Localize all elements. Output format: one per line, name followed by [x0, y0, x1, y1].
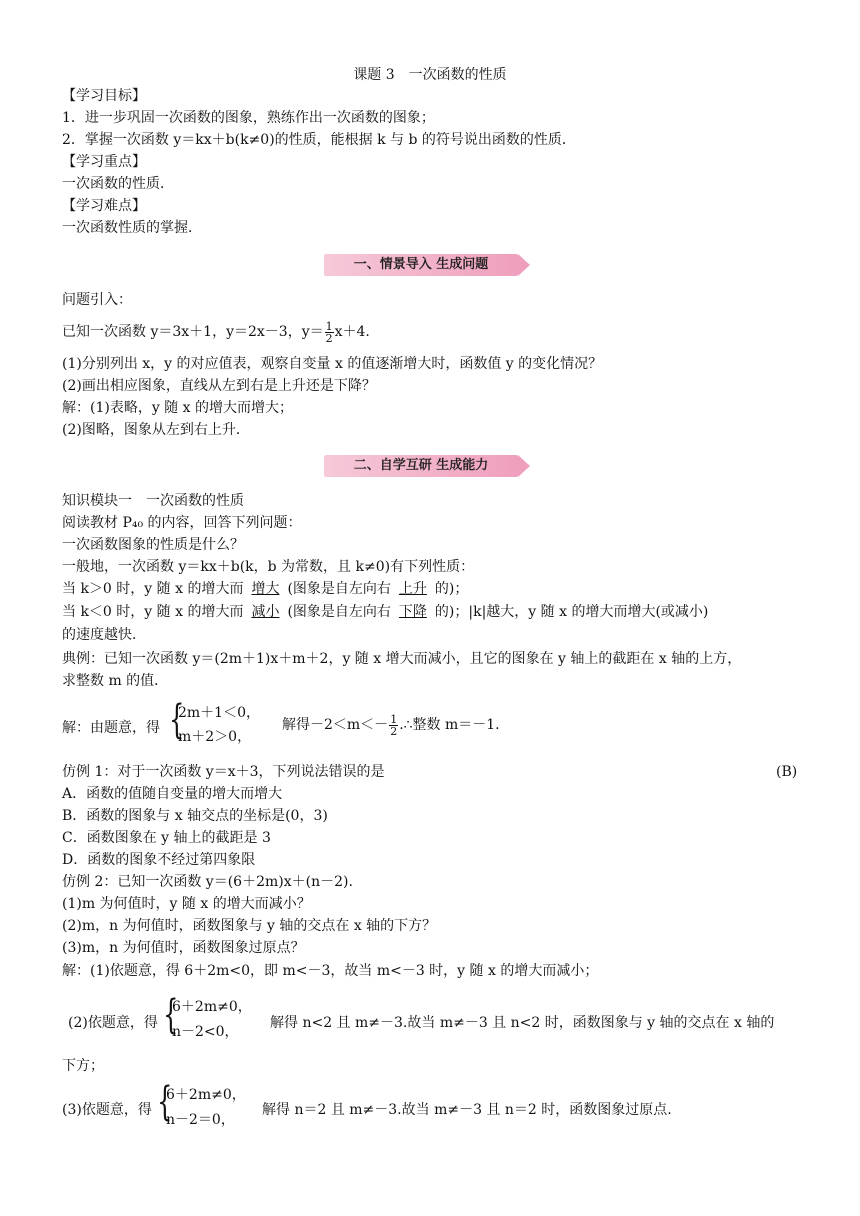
key-header: 【学习重点】 [62, 154, 146, 170]
practice-1-option-b: B．函数的图象与 x 轴交点的坐标是(0，3) [62, 808, 328, 824]
section-banner-2 [324, 455, 534, 477]
practice-2-solution-3-result: 解得 n＝2 且 m≠－3.故当 m≠－3 且 n＝2 时，函数图象过原点. [262, 1102, 672, 1118]
practice-1-stem: 仿例 1：对于一次函数 y＝x＋3，下列说法错误的是 [62, 764, 385, 780]
difficulty-header: 【学习难点】 [62, 198, 146, 214]
practice-2-question-2: (2)m，n 为何值时，函数图象与 y 轴的交点在 x 轴的下方？ [62, 918, 437, 934]
practice-2-question-1: (1)m 为何值时，y 随 x 的增大而减小？ [62, 896, 311, 912]
system3-eq-1: 6＋2m≠0， [166, 1087, 246, 1103]
practice-2-question-3: (3)m，n 为何值时，函数图象过原点？ [62, 940, 305, 956]
blank-decrease: 减小 [251, 604, 280, 620]
system2-eq-2: n－2<0， [172, 1024, 239, 1040]
brace-symbol: { [169, 697, 185, 743]
property-k-positive: 当 k＞0 时，y 随 x 的增大而 增大 (图象是自左向右 上升 的)； [62, 581, 469, 597]
section-banner-2-label: 二、自学互研 生成能力 [353, 458, 489, 473]
example-solution-result: 解得－2＜m＜－ $\frac{1}{2}$ .∴整数 m＝－1. [282, 712, 500, 738]
intro-lead: 问题引入： [62, 292, 132, 308]
blank-fall: 下降 [398, 604, 427, 620]
goal-2: 2．掌握一次函数 y＝kx＋b(k≠0)的性质，能根据 k 与 b 的符号说出函数的性质． [62, 132, 576, 148]
practice-2-solution-2-lead: (2)依题意，得 [68, 1015, 158, 1031]
fraction-half: $\frac{1}{2}$ [325, 319, 333, 345]
property-speed: 的速度越快． [62, 627, 146, 643]
example-solution-lead: 解：由题意，得 [62, 720, 160, 736]
intro-question-2: (2)画出相应图象，直线从左到右是上升还是下降？ [62, 378, 376, 394]
brace-symbol: { [163, 992, 179, 1038]
page-title: 课题 3 一次函数的性质 [353, 67, 507, 83]
key-text: 一次函数的性质． [62, 176, 174, 192]
blank-rise: 上升 [398, 581, 427, 597]
practice-1-option-d: D．函数的图象不经过第四象限 [62, 852, 256, 868]
practice-2-solution-2-result: 解得 n<2 且 m≠－3.故当 m≠－3 且 n<2 时，函数图象与 y 轴的交点在 x 轴的 [270, 1015, 775, 1031]
practice-2-solution-3-lead: (3)依题意，得 [62, 1102, 152, 1118]
property-k-negative: 当 k＜0 时，y 随 x 的增大而 减小 (图象是自左向右 下降 的)；|k|越大，y 随 x 的增大而增大(或减小) [62, 604, 709, 620]
intro-given: 已知一次函数 y＝3x＋1，y＝2x－3，y＝ $\frac{1}{2}$ x＋4. [62, 319, 370, 345]
goal-1: 1．进一步巩固一次函数的图象，熟练作出一次函数的图象； [62, 110, 435, 126]
example-line-1: 典例：已知一次函数 y＝(2m＋1)x＋m＋2，y 随 x 增大而减小，且它的图象在 y 轴上的截距在 x 轴的上方， [62, 651, 742, 667]
practice-2-solution-2-tail: 下方； [62, 1058, 104, 1074]
module-title: 知识模块一 一次函数的性质 [62, 493, 244, 509]
module-question: 一次函数图象的性质是什么？ [62, 537, 244, 553]
blank-increase: 增大 [251, 581, 280, 597]
intro-answer-1: 解：(1)表略，y 随 x 的增大而增大； [62, 400, 293, 416]
module-general: 一般地，一次函数 y＝kx＋b(k，b 为常数，且 k≠0)有下列性质： [62, 559, 475, 575]
difficulty-text: 一次函数性质的掌握． [62, 220, 202, 236]
section-banner-1-label: 一、情景导入 生成问题 [353, 257, 489, 272]
practice-1-option-a: A．函数的值随自变量的增大而增大 [62, 786, 283, 802]
system2-eq-1: 6＋2m≠0， [172, 999, 252, 1015]
system3-eq-2: n－2＝0， [166, 1112, 235, 1128]
goals-header: 【学习目标】 [62, 88, 146, 104]
section-banner-1 [324, 254, 534, 276]
practice-2-stem: 仿例 2：已知一次函数 y＝(6＋2m)x＋(n－2). [62, 874, 353, 890]
brace-symbol: { [157, 1079, 173, 1125]
fraction-half: $\frac{1}{2}$ [390, 712, 398, 738]
system-eq-1: 2m＋1＜0， [178, 705, 260, 721]
module-read: 阅读教材 P₄₀ 的内容，回答下列问题： [62, 515, 302, 531]
practice-1-answer: (B) [776, 764, 798, 780]
practice-2-solution-1: 解：(1)依题意，得 6＋2m<0，即 m<－3，故当 m<－3 时，y 随 x 的增大而减小； [62, 963, 599, 979]
practice-1-option-c: C．函数图象在 y 轴上的截距是 3 [62, 830, 271, 846]
system-eq-2: m＋2＞0， [178, 729, 252, 745]
example-line-2: 求整数 m 的值． [62, 673, 169, 689]
intro-answer-2: (2)图略，图象从左到右上升． [62, 422, 250, 438]
intro-question-1: (1)分别列出 x，y 的对应值表，观察自变量 x 的值逐渐增大时，函数值 y 的变化情况？ [62, 356, 603, 372]
